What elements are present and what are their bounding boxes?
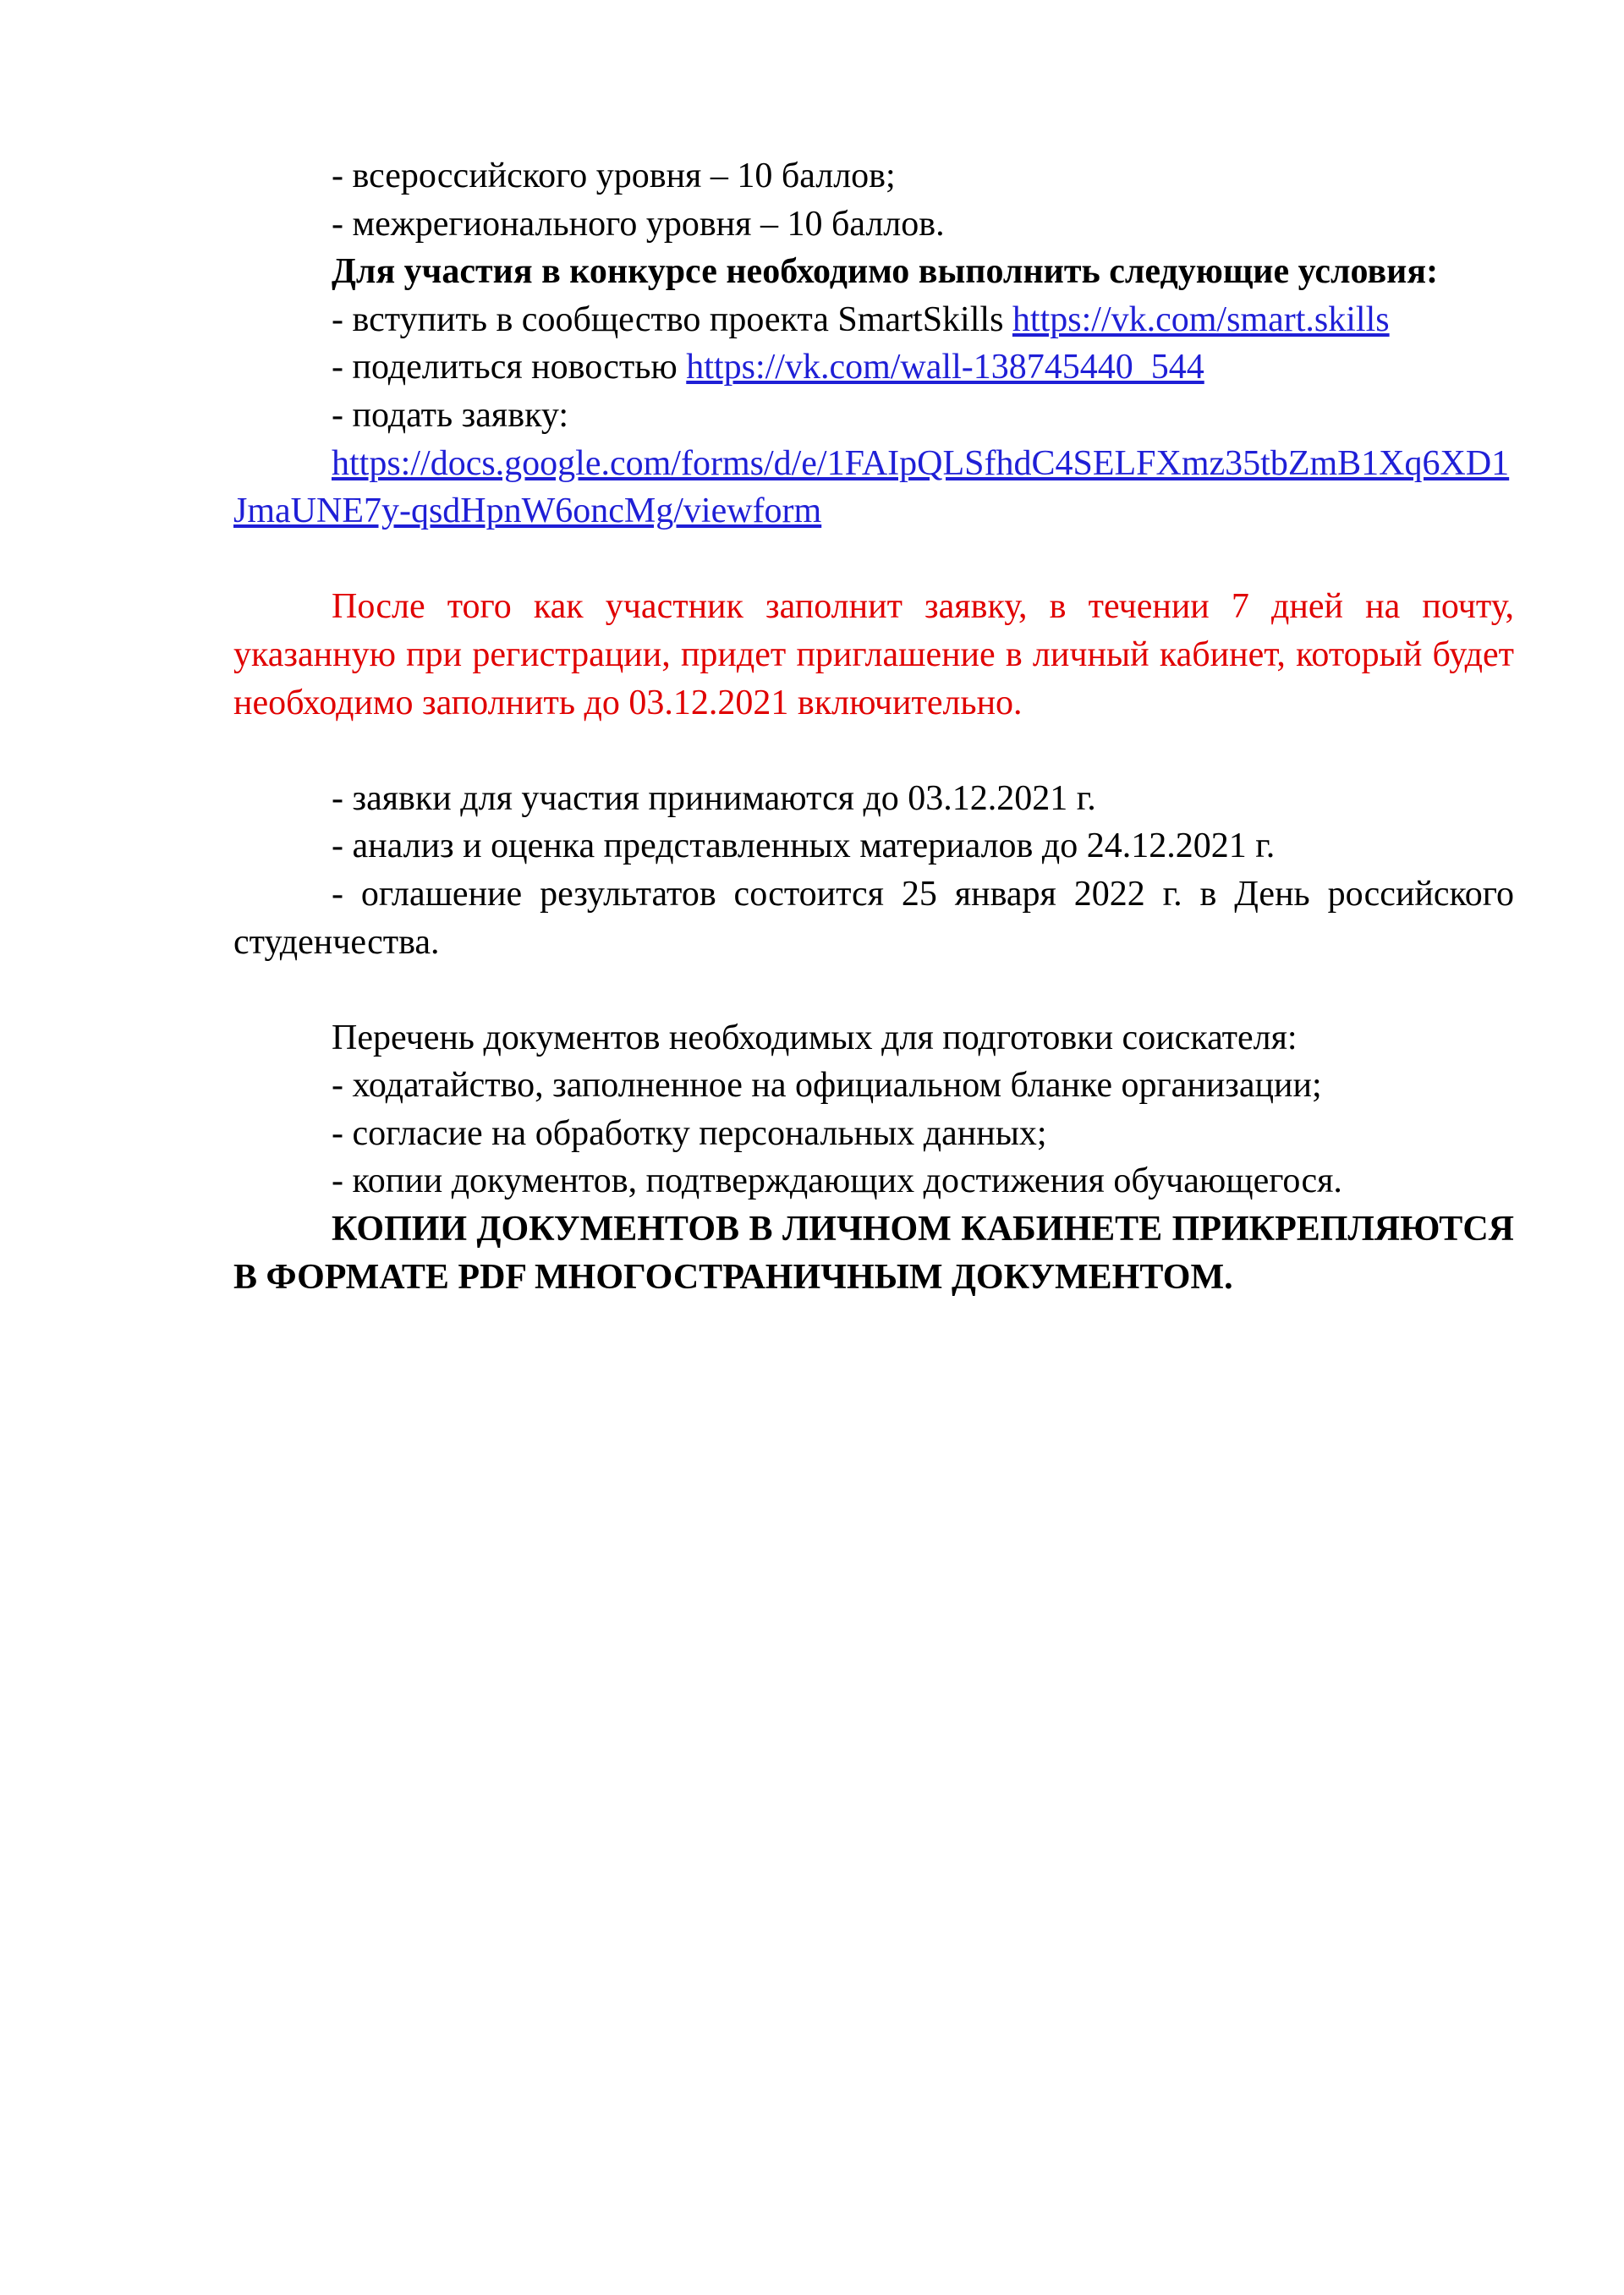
spacer xyxy=(233,727,1514,775)
pdf-format-warning: КОПИИ ДОКУМЕНТОВ В ЛИЧНОМ КАБИНЕТЕ ПРИКРЕПЛЯЮТСЯ В ФОРМАТЕ PDF МНОГОСТРАНИЧНЫМ ДОКУМЕНТОМ. xyxy=(233,1210,1514,1297)
deadline-evaluation: - анализ и оценка представленных материалов до 24.12.2021 г. xyxy=(332,826,1276,866)
condition-share-text: - поделиться новостью xyxy=(332,348,687,387)
condition-join-text: - вступить в сообщество проекта SmartSkills xyxy=(332,299,1012,339)
deadline-applications: - заявки для участия принимаются до 03.12.2021 г. xyxy=(332,778,1096,818)
document-body xyxy=(233,152,1514,1301)
documents-intro: Перечень документов необходимых для подготовки соискателя: xyxy=(332,1018,1298,1057)
points-line-interregional: - межрегионального уровня – 10 баллов. xyxy=(332,204,945,244)
deadline-results: - оглашение результатов состоится 25 января 2022 г. в День российского студенчества. xyxy=(233,874,1514,962)
document-item-petition: - ходатайство, заполненное на официальном бланке организации; xyxy=(332,1066,1322,1106)
news-post-link[interactable]: https://vk.com/wall-138745440_544 xyxy=(686,348,1204,387)
condition-share xyxy=(233,343,1514,392)
points-line-all-russian: - всероссийского уровня – 10 баллов; xyxy=(332,156,896,195)
registration-notice: После того как участник заполнит заявку, в течении 7 дней на почту, указанную при регистрации, придет приглашение в личный кабинет, который будет необходимо заполнить до 03.12.2021 включительно. xyxy=(233,587,1514,722)
spacer xyxy=(233,535,1514,584)
condition-apply: - подать заявку: xyxy=(332,395,568,435)
smartskills-community-link[interactable]: https://vk.com/smart.skills xyxy=(1012,299,1390,339)
document-item-consent: - согласие на обработку персональных данных; xyxy=(332,1113,1047,1153)
document-item-copies: - копии документов, подтверждающих достижения обучающегося. xyxy=(332,1161,1342,1201)
application-form-link[interactable]: https://docs.google.com/forms/d/e/1FAIpQLSfhdC4SELFXmz35tbZmB1Xq6XD1JmaUNE7y-qsdHpnW6oncMg/viewform xyxy=(233,443,1510,531)
condition-join xyxy=(233,296,1514,344)
conditions-heading: Для участия в конкурсе необходимо выполнить следующие условия: xyxy=(332,252,1439,292)
application-form-paragraph xyxy=(233,440,1514,535)
spacer xyxy=(233,966,1514,1014)
